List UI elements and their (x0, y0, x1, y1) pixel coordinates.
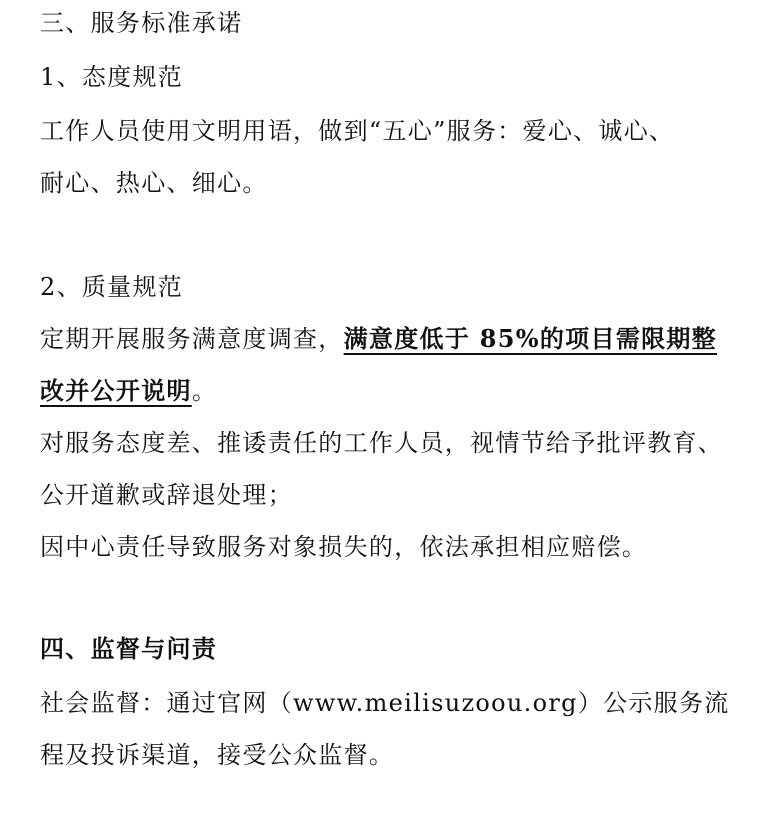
quality-text-line-1 (40, 324, 740, 354)
quality-line-2-underlined: 改并公开说明 (40, 376, 192, 405)
supervision-text-line-1: 社会监督：通过官网（www.meilisuzoou.org）公示服务流 (40, 689, 730, 717)
subsection-attitude-title: 1、态度规范 (40, 63, 184, 91)
supervision-text-line-2: 程及投诉渠道，接受公众监督。 (40, 741, 395, 769)
quality-line-1-normal: 定期开展服务满意度调查， (40, 325, 344, 353)
quality-text-line-3: 对服务态度差、推诿责任的工作人员，视情节给予批评教育、 (40, 429, 724, 457)
attitude-text-line-2: 耐心、热心、细心。 (40, 169, 268, 197)
section-4-heading: 四、监督与问责 (40, 634, 218, 663)
quality-line-1-underlined: 满意度低于 85%的项目需限期整 (343, 324, 717, 353)
subsection-quality-title: 2、质量规范 (40, 273, 184, 301)
quality-line-2-end: 。 (191, 377, 218, 405)
quality-text-line-5: 因中心责任导致服务对象损失的，依法承担相应赔偿。 (40, 533, 648, 561)
attitude-text-line-1: 工作人员使用文明用语，做到“五心”服务：爱心、诚心、 (40, 117, 675, 145)
section-3-heading: 三、服务标准承诺 (40, 9, 243, 37)
quality-text-line-4: 公开道歉或辞退处理； (40, 481, 293, 509)
quality-text-line-2 (40, 376, 740, 406)
